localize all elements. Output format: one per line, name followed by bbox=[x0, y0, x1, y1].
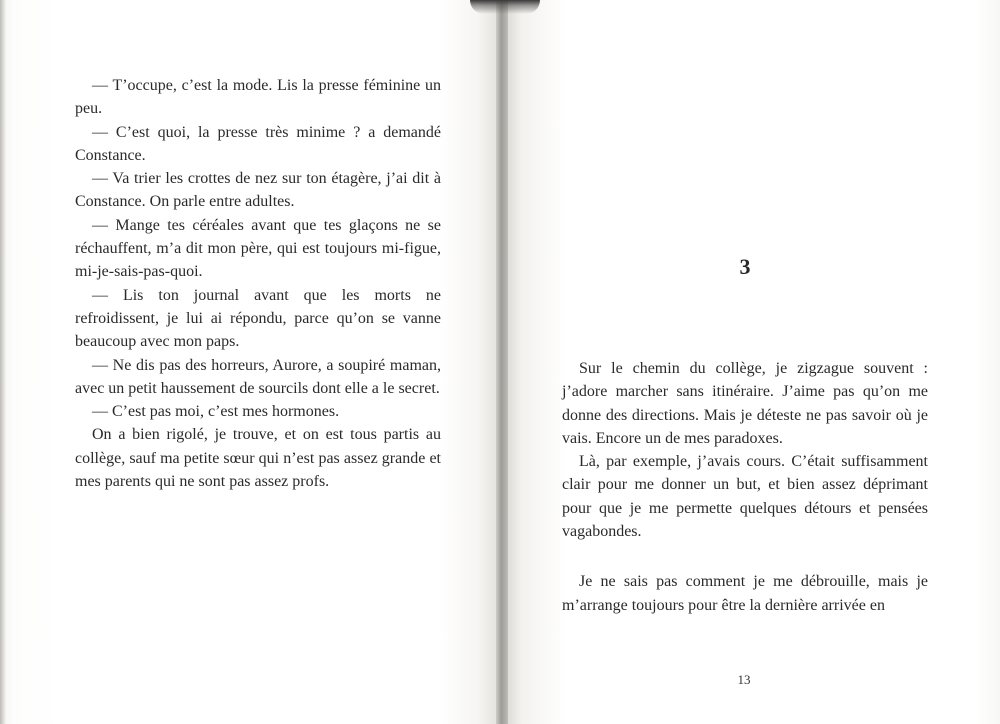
book-gutter bbox=[496, 0, 508, 724]
paragraph: — Ne dis pas des horreurs, Aurore, a soupiré maman, avec un petit haussement de sourcils dont elle a le secret. bbox=[75, 356, 441, 397]
paragraph: — T’occupe, c’est la mode. Lis la presse féminine un peu. bbox=[75, 77, 441, 118]
paragraph: — Mange tes céréales avant que tes glaçons ne se réchauffent, m’a dit mon père, qui est toujours mi-figue, mi-je-sais-pas-quoi. bbox=[75, 216, 441, 281]
paragraph: Je ne sais pas comment je me débrouille, mais je m’arrange toujours pour être la dernière arrivée en bbox=[562, 573, 928, 614]
page-edge-shadow bbox=[0, 0, 6, 724]
spine-shadow bbox=[470, 0, 540, 14]
paragraph: — Lis ton journal avant que les morts ne refroidissent, je lui ai répondu, parce qu’on se vanne beaucoup avec mon paps. bbox=[75, 286, 441, 351]
chapter-number: 3 bbox=[739, 254, 751, 279]
paragraph: Sur le chemin du collège, je zigzague souvent : j’adore marcher sans itinéraire. J’aime pas qu’on me donne des directions. Mais je déteste ne pas savoir où je vais. Encore un de mes paradoxes. bbox=[562, 360, 928, 447]
paragraph: — C’est pas moi, c’est mes hormones. bbox=[92, 403, 340, 421]
right-page-text bbox=[562, 357, 928, 617]
paragraph: — C’est quoi, la presse très minime ? a demandé Constance. bbox=[75, 123, 441, 164]
paragraph: — Va trier les crottes de nez sur ton étagère, j’ai dit à Constance. On parle entre adultes. bbox=[75, 170, 441, 211]
page-number: 13 bbox=[737, 672, 751, 687]
paragraph: Là, par exemple, j’avais cours. C’était suffisamment clair pour me donner un but, et bien assez déprimant pour que je me permette quelques détours et pensées vagabondes. bbox=[562, 453, 928, 541]
paragraph: On a bien rigolé, je trouve, et on est tous partis au collège, sauf ma petite sœur qui n’est pas assez grande et mes parents qui ne sont pas assez profs. bbox=[75, 426, 441, 491]
left-page-text bbox=[75, 74, 441, 493]
